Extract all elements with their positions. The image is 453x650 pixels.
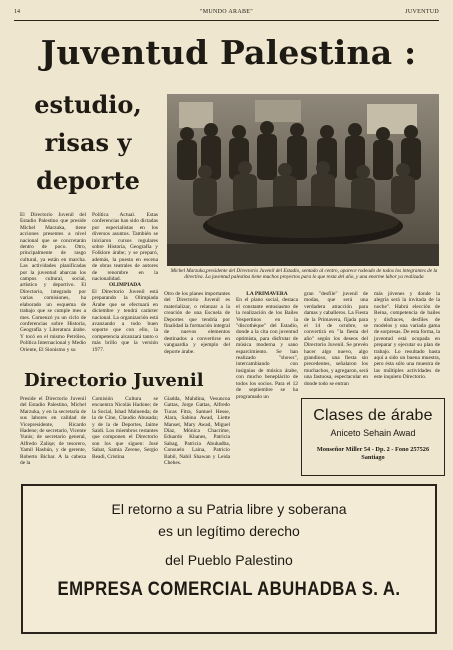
directorio-column-2 (92, 396, 158, 460)
header-rule (14, 20, 439, 21)
page-header (14, 9, 439, 19)
ad-line-3: del Pueblo Palestino (165, 552, 293, 568)
article-text: gran "desfile" juvenil de modas, que será una verdadera atracción para damas y caballeros. La Fiesta de la Primavera, fijada para el 14 de octubre, se convertirá en "la fiesta del año" según los deseos del Directorio Juvenil. Se prevén hacer algo nuevo, algo grandioso, una fiesta sin precedentes, señalaron los muchachos, y agregaron, será una fastuosa, espectacular en donde todo se entran (304, 291, 368, 387)
ad-company-name: EMPRESA COMERCIAL ABUHADBA S. A. (57, 579, 401, 600)
article-column-6 (374, 291, 440, 381)
article-column-1 (20, 212, 86, 353)
publication-name: "MUNDO ARABE" (200, 9, 253, 15)
clases-title: Clases de árabe (313, 407, 433, 424)
headline: Juventud Palestina : (40, 33, 417, 72)
article-text: En el plano social, destaca el constante entusiasmo de la realización de los Bailes Vespertinos en la "discothèque" del Estadio, donde a la cita con juventud optimista, para disfrutar de música moderna y sano esparcimiento. Se han realizado "shows", intercambiando con insignias de música árabe, con mucho beneplácito de todos los socios. Para el 12 de septiembre se ha programado un (236, 297, 298, 400)
directorio-column-3 (164, 396, 230, 466)
directorio-title: Directorio Juvenil (24, 370, 204, 391)
article-text: Política Actual. Estas conferencias han sido dictadas por especialistas en los diversos asuntos. También se iniciaron cursos regulares sobre Historia, Geografía y Folklore árabe; y se preparó, además, la puesta en escena de obras teatrales de autores de renombre en la nacionalidad. (92, 212, 158, 283)
clases-city: Santiago (361, 454, 385, 461)
article-column-4 (236, 291, 298, 400)
clases-address-block (306, 446, 440, 462)
article-column-3 (164, 291, 230, 355)
article-text: Otro de los planes importantes del Directorio Juvenil es materializar, o relanzar a la creación de una Escuela de Deportes que tendría por finalidad la formación integral de nuevos elementos destinados a convertirse en vanguardia y ejemplo del deporte árabe. (164, 291, 230, 355)
directorio-text: Preside el Directorio Juvenil del Estadio Palestino, Michel Marzuka, y en la secretaría de sus labores en calidad de Vicepresidente, Ricardo Hadene; de secretario, Vicente Yunis; de secretario general, Alfredo Zaliqe; de tesorero, Yamil Hasbún, y de gerente, Roberto Bichar. A la cabeza de la (20, 396, 86, 467)
directorio-text: Giadda, Mahdina, Vesuncoa Gattas, Jorge Gattas, Alfredo Tucas Fitra, Samuel Hesse, Alara, Sabina Awad, Liette Manset, Mary Awad, Miguel Díaz, Mónica Chacrime, Eduardo Khanes, Patricia Sabag, Patricia Abuhadba, Consuelo Laina, Patricio Babil, Nabil Shawan y Leida Chehes. (164, 396, 230, 467)
article-text: El Directorio Juvenil está preparando la Olimpiada Árabe que se efectuará en diciembre y tendrá carácter nacional. La organización está avanzando a todo buen soporte que con ello, la competencia alcanzará tanto o más brillo que la versión 1977. (92, 288, 158, 353)
abuhadba-advertisement (21, 484, 437, 634)
ad-line-2: es un legítimo derecho (158, 523, 300, 539)
directorio-column-1 (20, 396, 86, 466)
group-photo-image (167, 94, 439, 266)
article-text: El Directorio Juvenil del Estadio Palestino que preside Michel Marzuka, tiene acciones presentes a nivel nacional que se concretarán dentro de poco. Otro, principalmente de rasgo cultural, ya están en marcha. Las actividades planificadas por la juventud abarcan los campos cultural, social, artístico y deportivo. El Directorio, integrado por varias comisiones, ha elaborado un esquema de trabajo que se cumple mes a mes. Comenzó ya un ciclo de conferencias sobre Historia, Geografía y Literatura árabe. Y tocó en el mismo Petróleo, Política Internacional y Medio Oriente, El Sionismo y su (20, 212, 86, 353)
subheadline-1: estudio, (34, 90, 142, 119)
clases-address: Monseñor Miller 54 - Dp. 2 - Fono 257526 (316, 446, 430, 453)
section-heading-primavera: LA PRIMAVERA (246, 291, 288, 297)
article-column-2 (92, 212, 158, 353)
page-number: 14 (14, 9, 20, 15)
ad-line-1: El retorno a su Patria libre y soberana (111, 501, 347, 517)
subheadline-2: risas y (44, 128, 132, 157)
section-heading-olimpiada: OLIMPIADA (108, 282, 142, 289)
subheadline-3: deporte (36, 166, 140, 195)
section-name: JUVENTUD (405, 9, 439, 15)
clases-ad-box (301, 398, 445, 476)
group-photo (167, 94, 439, 266)
article-text: más jóvenes y donde la alegría será la invitada de la noche". Habrá elección de Reina, competencia de bailes y disfraces, desfiles de modelos y una variada gama de sorpresas. De esta forma, la juventud está ocupada en preparar y ejecutar su plan de trabajo. Lo resultado hasta aquí a sido un buena muestra, pero ésta sólo una muestra de las múltiples actividades de este inquieto Directorio. (374, 291, 441, 381)
directorio-text: Comisión Cultura se encuentra Nicolás Hadone; de la Social, Ishad Maluenda; de la de Cine, Claudio Abusada; y de la de Deportes, Jaime Saidi. Los miembros restantes que componen el Directorio son los que siguen: José Sabat, Samia Zerene, Sergio Beadi, Cristina (92, 396, 158, 460)
clases-teacher-name: Aniceto Sehain Awad (330, 428, 416, 438)
photo-caption: Michel Marzuka,presidente del Directorio Juvenil del Estadio, sentado al centro, aparece rodeado de todos los integrantes de la directiva. La juventud palestina tiene muchos proyectos para lo que resta del año, y una enorme labor ya realizada (170, 268, 438, 281)
article-column-5 (304, 291, 368, 387)
